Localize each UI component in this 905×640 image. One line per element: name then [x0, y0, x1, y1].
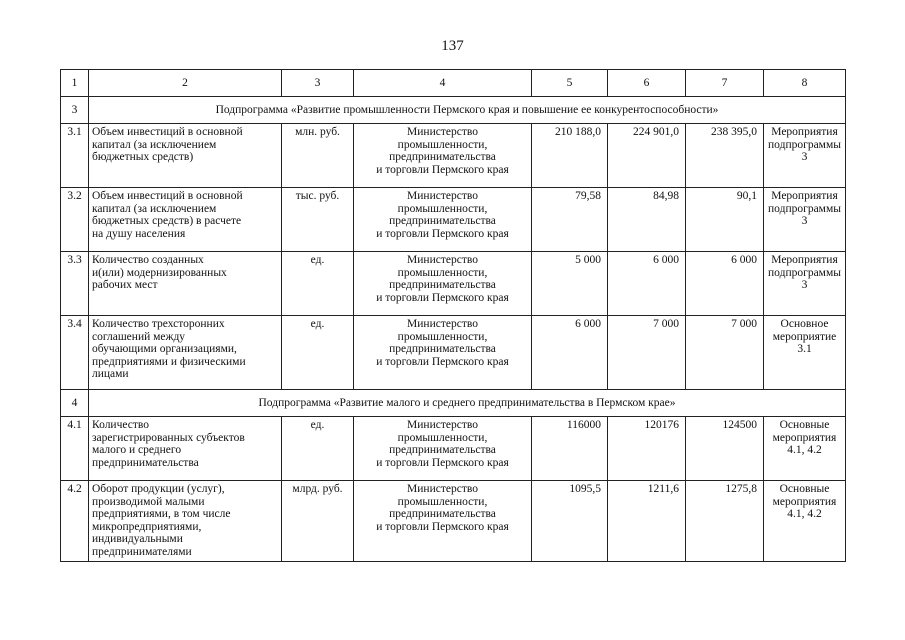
header-cell-2: 2 — [89, 70, 282, 97]
table-row — [61, 124, 846, 188]
value-col-5: 1095,5 — [532, 481, 608, 562]
unit: ед. — [282, 316, 354, 390]
executor-line: предпринимательства — [389, 279, 496, 291]
note-line: Мероприятия — [771, 126, 838, 138]
indicator-name — [89, 417, 282, 481]
executor-line: и торговли Пермского края — [376, 163, 509, 176]
indicator-name-line: на душу населения — [92, 227, 186, 240]
row-number: 3.1 — [61, 124, 89, 188]
executor-line: и торговли Пермского края — [376, 291, 509, 304]
note-line: мероприятия 4.1, 4.2 — [772, 495, 837, 520]
note — [764, 417, 846, 481]
indicator-name-line: обучающими организациями, — [92, 343, 237, 355]
subprogram-row-4 — [61, 390, 846, 417]
indicator-name-line: бюджетных средств) — [92, 151, 194, 163]
executor — [354, 188, 532, 252]
executor-line: и торговли Пермского края — [376, 456, 509, 469]
note-line: Мероприятия — [771, 254, 838, 266]
value-col-6: 6 000 — [608, 252, 686, 316]
row-number: 3.4 — [61, 316, 89, 390]
executor — [354, 481, 532, 562]
value-col-5: 210 188,0 — [532, 124, 608, 188]
note-line: мероприятия 4.1, 4.2 — [772, 431, 837, 456]
row-number: 4.2 — [61, 481, 89, 562]
unit: ед. — [282, 252, 354, 316]
subprogram-number: 4 — [61, 390, 89, 417]
executor-line: и торговли Пермского края — [376, 355, 509, 368]
indicator-name — [89, 481, 282, 562]
executor-line: промышленности, — [397, 202, 488, 215]
value-col-5: 5 000 — [532, 252, 608, 316]
value-col-6: 1211,6 — [608, 481, 686, 562]
executor-line: предпринимательства — [389, 444, 496, 456]
indicator-name-line: бюджетных средств) в расчете — [92, 215, 242, 227]
value-col-6: 84,98 — [608, 188, 686, 252]
indicator-name-line: микропредприятиями, — [92, 520, 202, 533]
note-line: Основное — [780, 318, 829, 330]
indicator-name-line: Объем инвестиций в основной — [92, 126, 243, 138]
executor — [354, 252, 532, 316]
indicator-name-line: Оборот продукции (услуг), — [92, 483, 225, 495]
page-number: 137 — [441, 38, 464, 54]
indicator-name-line: индивидуальными — [92, 533, 183, 545]
indicator-name-line: предприятиями, в том числе — [92, 508, 231, 520]
note-line: мероприятие 3.1 — [772, 330, 837, 355]
value-col-5: 6 000 — [532, 316, 608, 390]
unit: млрд. руб. — [282, 481, 354, 562]
value-col-7: 90,1 — [686, 188, 764, 252]
value-col-6: 120176 — [608, 417, 686, 481]
indicator-name-line: Количество созданных — [92, 254, 204, 266]
table-row — [61, 188, 846, 252]
header-cell-6: 6 — [608, 70, 686, 97]
row-number: 3.2 — [61, 188, 89, 252]
header-cell-4: 4 — [354, 70, 532, 97]
header-cell-1: 1 — [61, 70, 89, 97]
row-number: 4.1 — [61, 417, 89, 481]
indicator-name-line: Количество — [92, 419, 149, 431]
value-col-6: 224 901,0 — [608, 124, 686, 188]
indicator-name — [89, 188, 282, 252]
subprogram-row-3 — [61, 97, 846, 124]
table-row — [61, 481, 846, 562]
note-line: Мероприятия — [771, 190, 838, 202]
table-row — [61, 316, 846, 390]
unit: ед. — [282, 417, 354, 481]
indicator-name-line: капитал (за исключением — [92, 138, 217, 151]
indicator-name-line: рабочих мест — [92, 279, 158, 291]
note-line: Основные — [779, 419, 830, 431]
indicator-name-line: производимой малыми — [92, 495, 205, 508]
indicator-name-line: Объем инвестиций в основной — [92, 190, 243, 202]
executor — [354, 417, 532, 481]
executor-line: Министерство — [407, 126, 478, 138]
header-cell-7: 7 — [686, 70, 764, 97]
note — [764, 124, 846, 188]
indicator-name-line: предпринимательства — [92, 456, 199, 469]
indicator-name-line: малого и среднего — [92, 444, 182, 456]
indicator-name-line: зарегистрированных субъектов — [92, 431, 245, 444]
subprogram-title: Подпрограмма «Развитие промышленности Пермского края и повышение ее конкурентоспособности» — [89, 97, 846, 124]
executor-line: и торговли Пермского края — [376, 227, 509, 240]
header-cell-5: 5 — [532, 70, 608, 97]
executor-line: промышленности, — [397, 495, 488, 508]
executor-line: промышленности, — [397, 431, 488, 444]
indicator-name-line: предприятиями и физическими — [92, 355, 246, 368]
indicator-name-line: предпринимателями — [92, 545, 192, 558]
value-col-7: 124500 — [686, 417, 764, 481]
executor-line: и торговли Пермского края — [376, 520, 509, 533]
executor-line: Министерство — [407, 318, 478, 330]
executor-line: Министерство — [407, 419, 478, 431]
executor-line: предпринимательства — [389, 151, 496, 163]
executor-line: промышленности, — [397, 266, 488, 279]
header-row — [61, 70, 846, 97]
value-col-7: 238 395,0 — [686, 124, 764, 188]
value-col-7: 1275,8 — [686, 481, 764, 562]
header-cell-3: 3 — [282, 70, 354, 97]
executor-line: Министерство — [407, 254, 478, 266]
executor-line: предпринимательства — [389, 508, 496, 520]
executor-line: Министерство — [407, 190, 478, 202]
subprogram-title: Подпрограмма «Развитие малого и среднего предпринимательства в Пермском крае» — [89, 390, 846, 417]
note-line: подпрограммы 3 — [768, 266, 841, 291]
executor — [354, 124, 532, 188]
executor-line: промышленности, — [397, 330, 488, 343]
table-row — [61, 417, 846, 481]
table-row — [61, 252, 846, 316]
value-col-5: 116000 — [532, 417, 608, 481]
executor — [354, 316, 532, 390]
note — [764, 252, 846, 316]
indicator-name-line: и(или) модернизированных — [92, 266, 227, 279]
note-line: подпрограммы 3 — [768, 202, 841, 227]
indicator-name-line: соглашений между — [92, 330, 186, 343]
executor-line: промышленности, — [397, 138, 488, 151]
indicator-name — [89, 252, 282, 316]
unit: млн. руб. — [282, 124, 354, 188]
indicator-name-line: Количество трехсторонних — [92, 318, 225, 330]
executor-line: предпринимательства — [389, 343, 496, 355]
indicator-name — [89, 316, 282, 390]
subprogram-number: 3 — [61, 97, 89, 124]
row-number: 3.3 — [61, 252, 89, 316]
value-col-6: 7 000 — [608, 316, 686, 390]
note — [764, 481, 846, 562]
executor-line: Министерство — [407, 483, 478, 495]
indicator-name — [89, 124, 282, 188]
value-col-7: 6 000 — [686, 252, 764, 316]
value-col-7: 7 000 — [686, 316, 764, 390]
header-cell-8: 8 — [764, 70, 846, 97]
executor-line: предпринимательства — [389, 215, 496, 227]
value-col-5: 79,58 — [532, 188, 608, 252]
note — [764, 188, 846, 252]
note-line: Основные — [779, 483, 830, 495]
note — [764, 316, 846, 390]
unit: тыс. руб. — [282, 188, 354, 252]
indicator-name-line: лицами — [92, 368, 129, 380]
indicators-table — [60, 69, 846, 562]
note-line: подпрограммы 3 — [768, 138, 841, 163]
indicator-name-line: капитал (за исключением — [92, 202, 217, 215]
